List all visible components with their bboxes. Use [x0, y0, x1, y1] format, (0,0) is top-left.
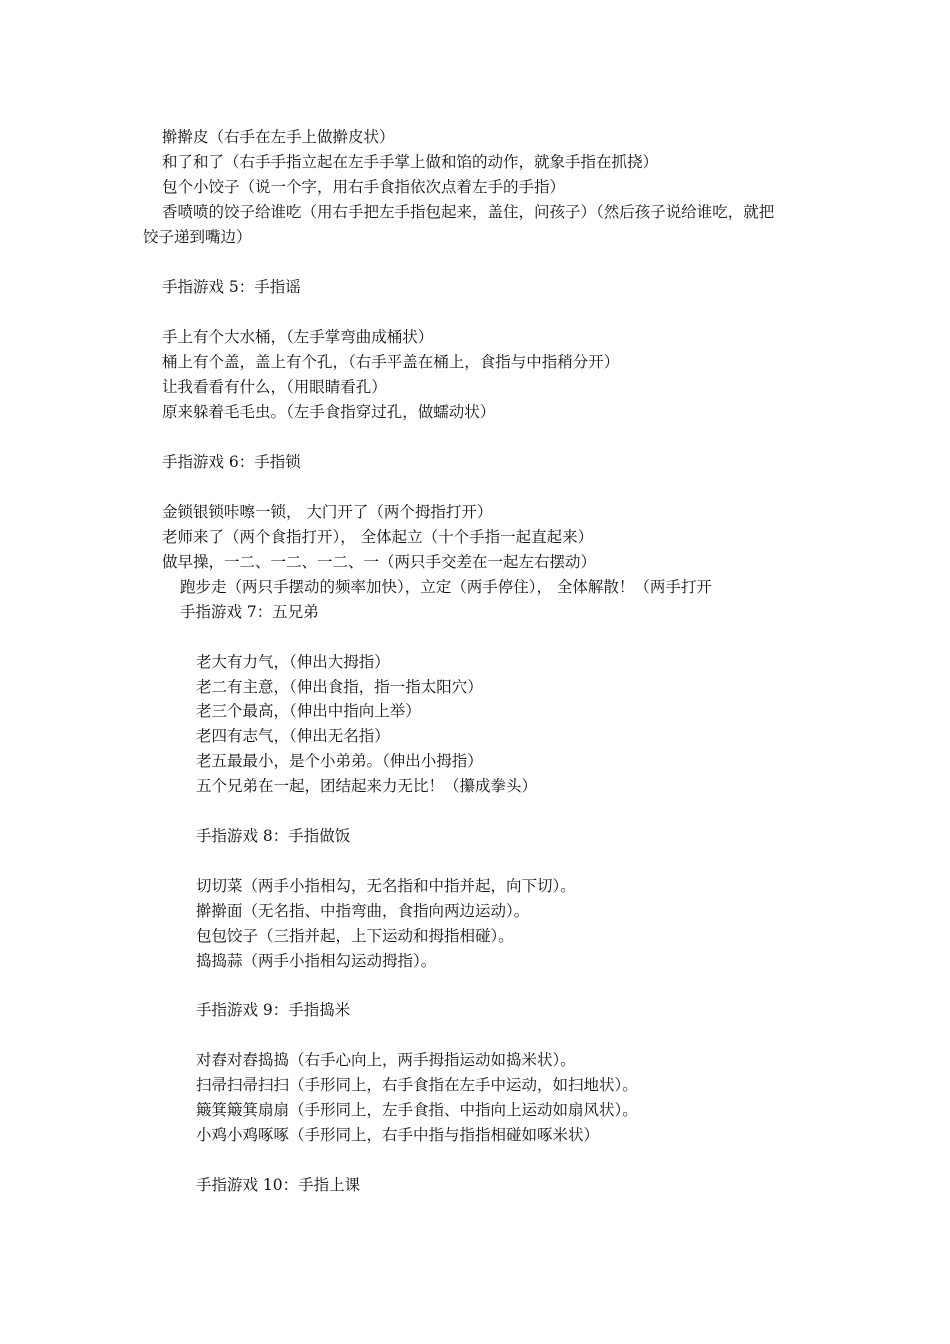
text-line: 小鸡小鸡啄啄（手形同上，右手中指与指指相碰如啄米状） — [196, 1126, 600, 1144]
text-line: 老二有主意，（伸出食指，指一指太阳穴） — [196, 678, 483, 696]
text-line: 原来躲着毛毛虫。（左手食指穿过孔，做蠕动状） — [162, 403, 496, 421]
text-line: 手上有个大水桶，（左手掌弯曲成桶状） — [162, 328, 434, 346]
text-line: 老五最最小，是个小弟弟。（伸出小拇指） — [196, 752, 483, 770]
text-line: 桶上有个盖，盖上有个孔，（右手平盖在桶上，食指与中指稍分开） — [162, 353, 620, 371]
text-line: 香喷喷的饺子给谁吃（用右手把左手指包起来，盖住，问孩子）（然后孩子说给谁吃，就把 — [162, 203, 775, 221]
text-line: 让我看看有什么，（用眼睛看孔） — [162, 378, 387, 396]
text-line: 簸箕簸箕扇扇（手形同上，左手食指、中指向上运动如扇风状）。 — [196, 1101, 638, 1119]
text-line: 饺子递到嘴边） — [143, 228, 252, 246]
text-line: 扫帚扫帚扫扫（手形同上，右手食指在左手中运动，如扫地状）。 — [196, 1076, 638, 1094]
section-heading: 手指游戏 7：五兄弟 — [180, 603, 319, 621]
text-line: 擀擀面（无名指、中指弯曲，食指向两边运动）。 — [196, 902, 530, 920]
section-heading: 手指游戏 9：手指捣米 — [196, 1001, 351, 1019]
text-line: 切切菜（两手小指相勾，无名指和中指并起，向下切）。 — [196, 877, 576, 895]
text-line: 做早操，一二、一二、一二、一（两只手交差在一起左右摆动） — [162, 553, 597, 571]
section-heading: 手指游戏 8：手指做饭 — [196, 827, 351, 845]
text-line: 和了和了（右手手指立起在左手手掌上做和馅的动作，就象手指在抓挠） — [162, 153, 659, 171]
text-line: 对舂对舂捣捣（右手心向上，两手拇指运动如捣米状）。 — [196, 1051, 576, 1069]
text-line: 老四有志气，（伸出无名指） — [196, 727, 390, 745]
section-heading: 手指游戏 5：手指谣 — [162, 278, 301, 296]
text-line: 跑步走（两只手摆动的频率加快），立定（两手停住）， 全体解散！（两手打开 — [180, 578, 712, 596]
section-heading: 手指游戏 10：手指上课 — [196, 1176, 361, 1194]
text-line: 老大有力气，（伸出大拇指） — [196, 653, 390, 671]
text-line: 五个兄弟在一起，团结起来力无比！（攥成拳头） — [196, 777, 538, 795]
text-line: 包包饺子（三指并起，上下运动和拇指相碰）。 — [196, 927, 514, 945]
text-line: 金锁银锁咔嚓一锁， 大门开了（两个拇指打开） — [162, 503, 493, 521]
text-line: 老三个最高，（伸出中指向上举） — [196, 702, 421, 720]
text-line: 擀擀皮（右手在左手上做擀皮状） — [162, 128, 395, 146]
section-heading: 手指游戏 6：手指锁 — [162, 453, 301, 471]
text-line: 老师来了（两个食指打开）， 全体起立（十个手指一起直起来） — [162, 528, 594, 546]
text-line: 包个小饺子（说一个字，用右手食指依次点着左手的手指） — [162, 178, 566, 196]
text-line: 捣捣蒜（两手小指相勾运动拇指）。 — [196, 952, 437, 970]
